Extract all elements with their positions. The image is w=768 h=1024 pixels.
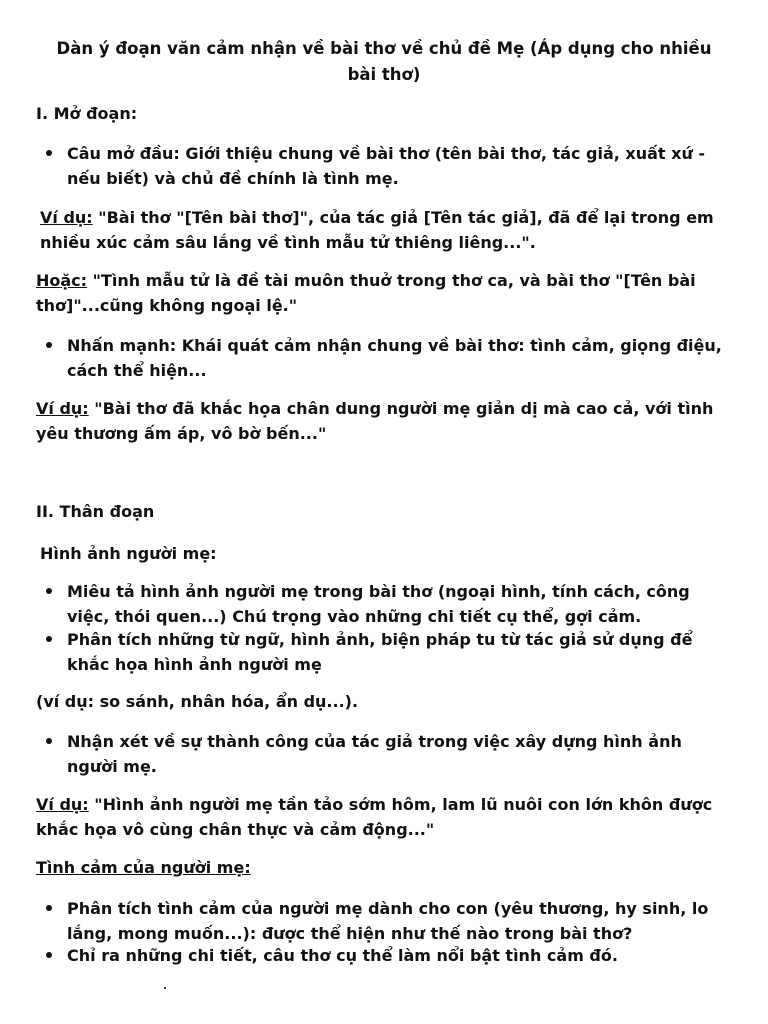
bullet-dot-icon [46, 905, 52, 911]
example-text: "Bài thơ "[Tên bài thơ]", của tác giả [Tên tác giả], đã để lại trong em nhiều xúc cảm sâu lắng về tình mẫu tử thiêng liêng...". [40, 208, 714, 252]
list-item [46, 333, 726, 383]
example-paragraph [36, 792, 736, 842]
subheading-mother-image: Hình ảnh người mẹ: [40, 544, 217, 563]
subheading-label: Tình cảm của người mẹ: [36, 858, 251, 877]
example-paragraph [40, 205, 740, 255]
list-item [46, 943, 726, 968]
bullet-dot-icon [46, 738, 52, 744]
list-item-text: Phân tích tình cảm của người mẹ dành cho con (yêu thương, hy sinh, lo lắng, mong muốn...): được thể hiện như thế nào trong bài thơ? [67, 899, 709, 943]
list-item-text: Câu mở đầu: Giới thiệu chung về bài thơ (tên bài thơ, tác giả, xuất xứ - nếu biết) và chủ đề chính là tình mẹ. [67, 144, 706, 188]
example-text: "Bài thơ đã khắc họa chân dung người mẹ giản dị mà cao cả, với tình yêu thương ấm áp, vô bờ bến..." [36, 399, 714, 443]
list-item-text: Nhấn mạnh: Khái quát cảm nhận chung về bài thơ: tình cảm, giọng điệu, cách thể hiện... [67, 336, 722, 380]
list-item [46, 141, 726, 191]
example-label: Ví dụ: [36, 399, 89, 418]
intro-heading: I. Mở đoạn: [36, 104, 138, 123]
body-heading: II. Thân đoạn [36, 502, 155, 521]
bullet-dot-icon [46, 636, 52, 642]
bullet-dot-icon [46, 952, 52, 958]
alternative-label: Hoặc: [36, 271, 88, 290]
list-item [46, 579, 726, 629]
list-item [46, 627, 726, 677]
example-label: Ví dụ: [40, 208, 93, 227]
bullet-dot-icon [46, 150, 52, 156]
list-item-text: Miêu tả hình ảnh người mẹ trong bài thơ (ngoại hình, tính cách, công việc, thói quen...) Chú trọng vào những chi tiết cụ thể, gợi cảm. [67, 582, 690, 626]
list-item-text: Phân tích những từ ngữ, hình ảnh, biện pháp tu từ tác giả sử dụng để khắc họa hình ảnh người mẹ [67, 630, 693, 674]
list-item-text: Chỉ ra những chi tiết, câu thơ cụ thể làm nổi bật tình cảm đó. [67, 946, 618, 965]
bullet-dot-icon [46, 342, 52, 348]
bullet-dot-icon [46, 588, 52, 594]
alternative-paragraph [36, 268, 736, 318]
example-text: "Hình ảnh người mẹ tần tảo sớm hôm, lam lũ nuôi con lớn khôn được khắc họa vô cùng chân thực và cảm động..." [36, 795, 713, 839]
list-item [46, 729, 726, 779]
list-item-text: Nhận xét về sự thành công của tác giả trong việc xây dựng hình ảnh người mẹ. [67, 732, 682, 776]
list-item [46, 896, 726, 946]
document-title: Dàn ý đoạn văn cảm nhận về bài thơ về chủ đề Mẹ (Áp dụng cho nhiều bài thơ) [56, 39, 712, 84]
example-paragraph [36, 396, 736, 446]
stray-mark [164, 987, 166, 989]
subheading-mother-love [36, 855, 736, 880]
example-label: Ví dụ: [36, 795, 89, 814]
alternative-text: "Tình mẫu tử là đề tài muôn thuở trong thơ ca, và bài thơ "[Tên bài thơ]"...cũng không ngoại lệ." [36, 271, 696, 315]
example-note: (ví dụ: so sánh, nhân hóa, ẩn dụ...). [36, 692, 359, 711]
